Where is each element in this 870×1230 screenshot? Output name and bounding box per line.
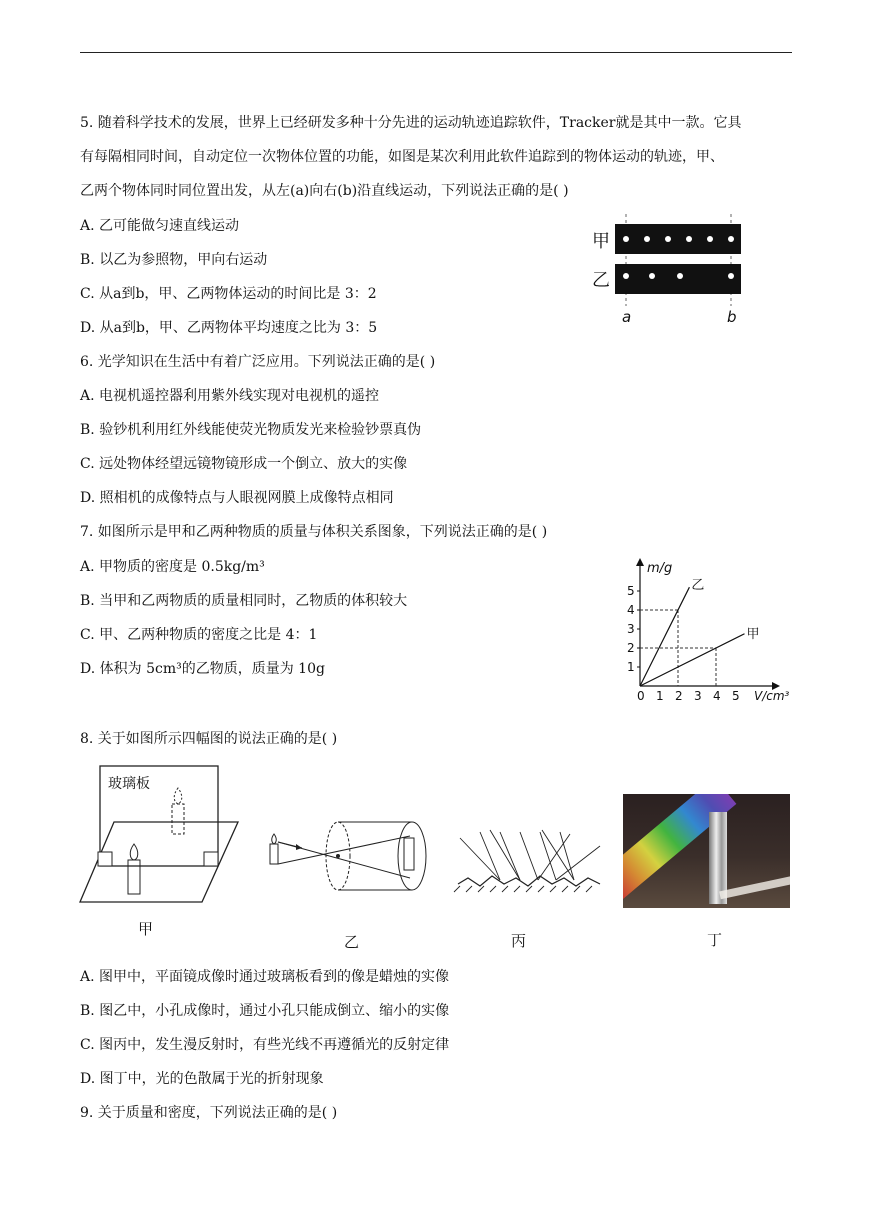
q8-caption-bing: 丙 bbox=[511, 932, 527, 950]
q5-stem-line3: 乙两个物体同时同位置出发，从左(a)向右(b)沿直线运动，下列说法正确的是( ) bbox=[80, 183, 569, 199]
q5-option-c: C. 从a到b，甲、乙两物体运动的时间比是 3：2 bbox=[80, 286, 377, 302]
chart-ylabel: m/g bbox=[647, 561, 673, 576]
chart-axes bbox=[636, 558, 780, 690]
q5-stem-line2: 有每隔相同时间，自动定位一次物体位置的功能，如图是某次利用此软件追踪到的物体运动的轨迹，甲、 bbox=[80, 149, 724, 165]
q5-option-b: B. 以乙为参照物，甲向右运动 bbox=[80, 252, 268, 268]
q8-option-c: C. 图丙中，发生漫反射时，有些光线不再遵循光的反射定律 bbox=[80, 1037, 450, 1053]
q7-option-b: B. 当甲和乙两物质的质量相同时，乙物质的体积较大 bbox=[80, 593, 408, 609]
y-tick-label-1: 1 bbox=[627, 660, 635, 674]
q6-option-a: A. 电视机遥控器利用紫外线实现对电视机的遥控 bbox=[80, 388, 380, 404]
y-tick-label-3: 3 bbox=[627, 622, 635, 636]
y-tick-label-2: 2 bbox=[627, 641, 635, 655]
q6-option-c: C. 远处物体经望远镜物镜形成一个倒立、放大的实像 bbox=[80, 456, 408, 472]
q8-fig-bing-diffuse-reflection bbox=[450, 828, 604, 896]
y-tick-label-4: 4 bbox=[627, 603, 635, 617]
q5-label-jia: 甲 bbox=[592, 231, 610, 252]
glass-board-label: 玻璃板 bbox=[108, 776, 150, 792]
q7-option-c: C. 甲、乙两种物质的密度之比是 4：1 bbox=[80, 627, 318, 643]
series-label-jia: 甲 bbox=[746, 626, 760, 642]
q8-option-b: B. 图乙中，小孔成像时，通过小孔只能成倒立、缩小的实像 bbox=[80, 1003, 450, 1019]
q5-option-d: D. 从a到b，甲、乙两物体平均速度之比为 3：5 bbox=[80, 320, 378, 336]
q8-stem: 8. 关于如图所示四幅图的说法正确的是( ) bbox=[80, 731, 338, 747]
series-line-jia bbox=[640, 634, 745, 686]
series-label-yi: 乙 bbox=[691, 578, 705, 594]
q9-stem: 9. 关于质量和密度，下列说法正确的是( ) bbox=[80, 1105, 338, 1121]
q7-mass-volume-chart bbox=[620, 556, 800, 706]
q6-option-d: D. 照相机的成像特点与人眼视网膜上成像特点相同 bbox=[80, 490, 394, 506]
q6-stem: 6. 光学知识在生活中有着广泛应用。下列说法正确的是( ) bbox=[80, 354, 436, 370]
series-line-yi bbox=[640, 587, 689, 686]
q5-track-yi bbox=[615, 264, 741, 294]
q8-option-a: A. 图甲中，平面镜成像时通过玻璃板看到的像是蜡烛的实像 bbox=[80, 969, 450, 985]
q8-fig-jia-plane-mirror bbox=[78, 764, 244, 908]
q5-label-b: b bbox=[727, 308, 737, 326]
q5-stem-line1: 5. 随着科学技术的发展，世界上已经研发多种十分先进的运动轨迹追踪软件，Tracker就是其中一款。它具 bbox=[80, 115, 742, 131]
x-tick-label-1: 1 bbox=[656, 689, 664, 703]
q8-fig-yi-pinhole-camera bbox=[266, 820, 436, 896]
q8-fig-ding-prism-dispersion bbox=[623, 794, 790, 908]
q5-option-a: A. 乙可能做匀速直线运动 bbox=[80, 218, 240, 234]
header-rule bbox=[80, 52, 792, 53]
x-tick-label-4: 4 bbox=[713, 689, 721, 703]
x-tick-label-2: 2 bbox=[675, 689, 683, 703]
q6-option-b: B. 验钞机利用红外线能使荧光物质发光来检验钞票真伪 bbox=[80, 422, 422, 438]
q7-option-a: A. 甲物质的密度是 0.5kg/m³ bbox=[80, 559, 265, 575]
q5-label-yi: 乙 bbox=[592, 270, 610, 291]
x-tick-label-5: 5 bbox=[732, 689, 740, 703]
white-light-beam bbox=[719, 873, 790, 900]
q8-option-d: D. 图丁中，光的色散属于光的折射现象 bbox=[80, 1071, 324, 1087]
q5-label-a: a bbox=[622, 308, 632, 326]
q8-caption-yi: 乙 bbox=[344, 933, 360, 951]
q8-caption-jia: 甲 bbox=[138, 920, 154, 938]
q8-caption-ding: 丁 bbox=[707, 931, 723, 949]
q5-tracker-figure bbox=[588, 214, 748, 326]
q7-stem: 7. 如图所示是甲和乙两种物质的质量与体积关系图象，下列说法正确的是( ) bbox=[80, 524, 548, 540]
q7-option-d: D. 体积为 5cm³的乙物质，质量为 10g bbox=[80, 661, 325, 677]
x-tick-label-3: 3 bbox=[694, 689, 702, 703]
x-tick-label-0: 0 bbox=[637, 689, 645, 703]
chart-xlabel: V/cm³ bbox=[754, 689, 790, 703]
q5-track-jia bbox=[615, 224, 741, 254]
y-tick-label-5: 5 bbox=[627, 584, 635, 598]
